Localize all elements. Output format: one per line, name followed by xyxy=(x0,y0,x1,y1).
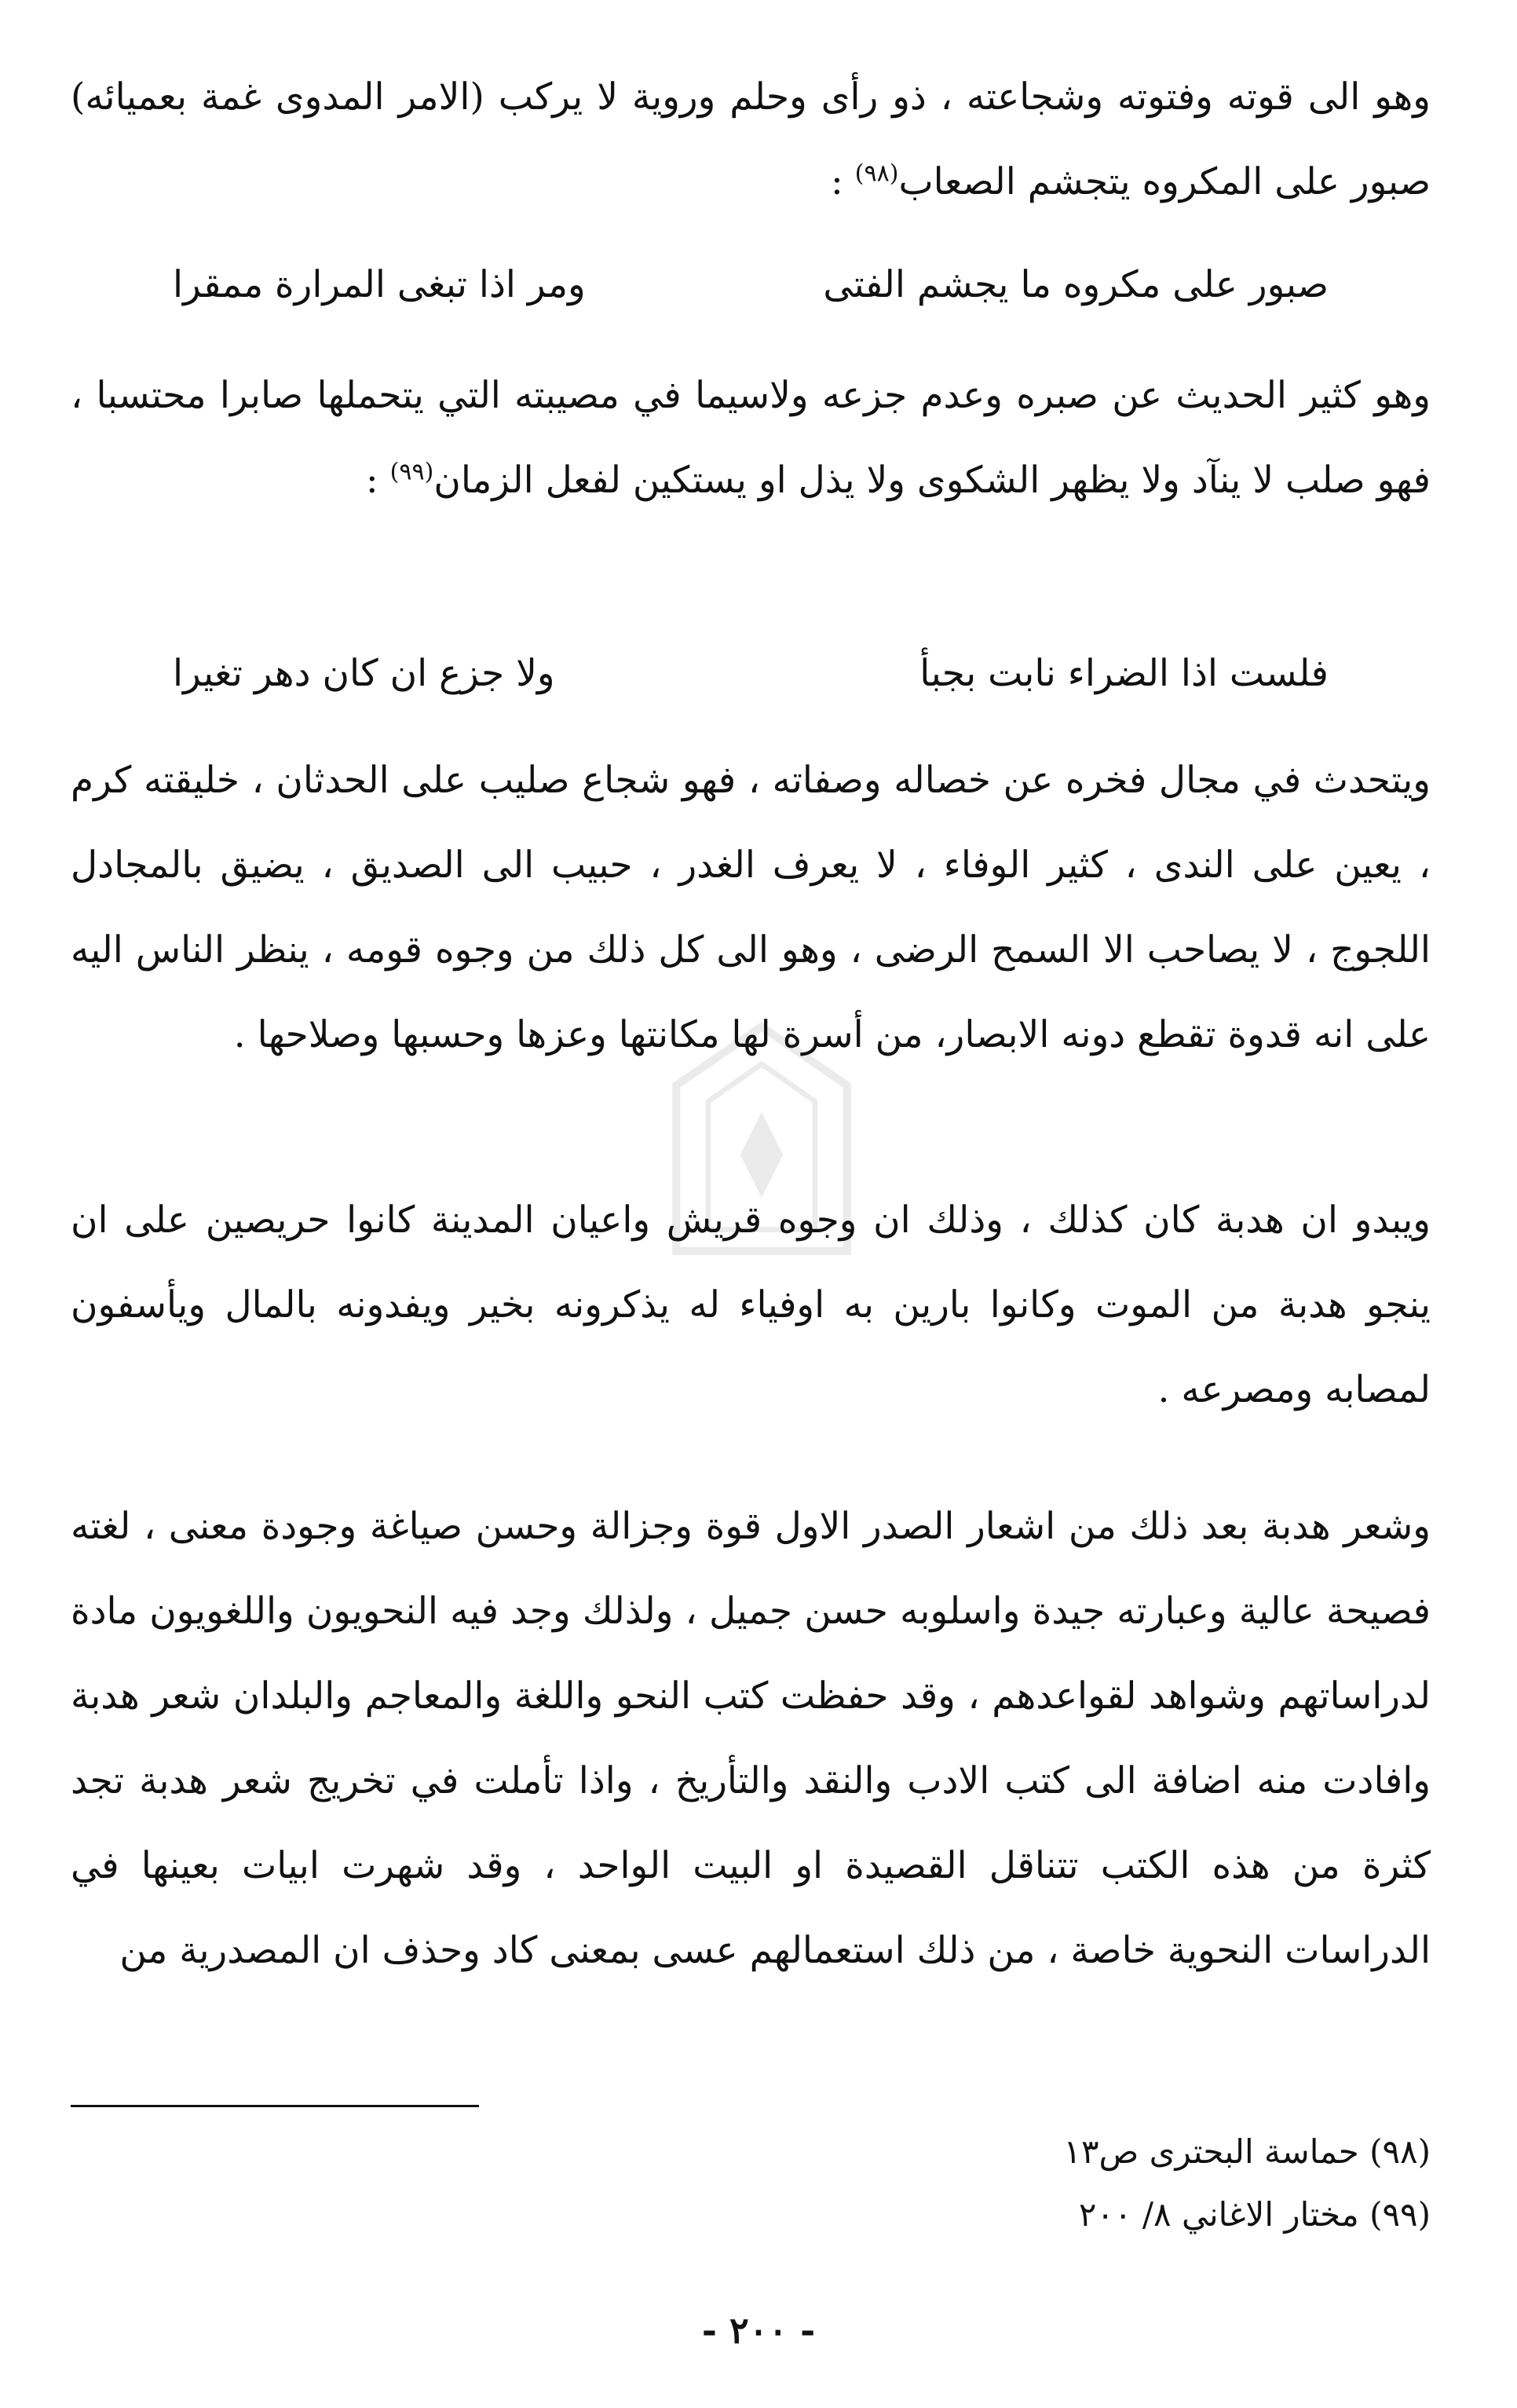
paragraph-1 xyxy=(71,55,1431,225)
page-number: - ٢٠٠ - xyxy=(701,2309,816,2351)
footnote-99: (٩٩) مختار الاغاني ٨/ ٢٠٠ xyxy=(1078,2195,1431,2234)
paragraph-5: وشعر هدبة بعد ذلك من اشعار الصدر الاول قوة وجزالة وحسن صياغة وجودة معنى ، لغته فصيحة عالية وعبارته جيدة واسلوبه حسن جميل ، ولذلك وجد فيه النحويون واللغويون مادة لدراساتهم وشواهد لقواعدهم ، وقد حفظت كتب النحو واللغة والمعاجم والبلدان شعر هدبة وافادت منه اضافة الى كتب الادب والنقد والتأريخ ، واذا تأملت في تخريج شعر هدبة تجد كثرة من هذه الكتب تتناقل القصيدة او البيت الواحد ، وقد شهرت ابيات بعينها في الدراسات النحوية خاصة ، من ذلك استعمالهم عسى بمعنى كاد وحذف ان المصدرية من xyxy=(71,1505,1431,1972)
verse-1 xyxy=(173,263,1329,306)
verse-1-second-hemistich: ومر اذا تبغى المرارة ممقرا xyxy=(173,263,586,306)
paragraph-3: ويتحدث في مجال فخره عن خصاله وصفاته ، فهو شجاع صليب على الحدثان ، خليقته كرم ، يعين على الندى ، كثير الوفاء ، لا يعرف الغدر ، حبيب الى الصديق ، يضيق بالمجادل اللجوج ، لا يصاحب الا السمح الرضى ، وهو الى كل ذلك من وجوه قومه ، ينظر الناس اليه على انه قدوة تقطع دونه الابصار، من أسرة لها مكانتها وعزها وحسبها وصلاحها . xyxy=(71,759,1431,1056)
footnote-divider xyxy=(71,2105,479,2107)
footnote-ref-99: (٩٩) xyxy=(389,458,434,486)
verse-2 xyxy=(173,652,1329,695)
paragraph-2-tail: : xyxy=(365,459,390,502)
verse-2-first-hemistich: فلست اذا الضراء نابت بجبأ xyxy=(919,652,1329,695)
paragraph-1-tail: : xyxy=(830,160,855,203)
verse-2-second-hemistich: ولا جزع ان كان دهر تغيرا xyxy=(173,652,555,695)
footnotes xyxy=(707,2121,1431,2246)
footnote-ref-98: (٩٨) xyxy=(854,159,899,188)
footnote-98: (٩٨) حماسة البحترى ص١٣ xyxy=(1063,2132,1431,2171)
paragraph-1-text: وهو الى قوته وفتوته وشجاعته ، ذو رأى وحلم وروية لا يركب (الامر المدوى غمة بعميائه) صبور على المكروه يتجشم الصعاب xyxy=(71,75,1431,203)
paragraph-4: ويبدو ان هدبة كان كذلك ، وذلك ان وجوه قريش واعيان المدينة كانوا حريصين على ان ينجو هدبة من الموت وكانوا بارين به اوفياء له يذكرونه بخير ويفدونه بالمال ويأسفون لمصابه ومصرعه . xyxy=(71,1199,1431,1411)
paragraph-2 xyxy=(71,353,1431,523)
verse-1-first-hemistich: صبور على مكروه ما يجشم الفتى xyxy=(823,263,1329,306)
paragraph-2-text: وهو كثير الحديث عن صبره وعدم جزعه ولاسيما في مصيبته التي يتحملها صابرا محتسبا ، فهو صلب لا ينآد ولا يظهر الشكوى ولا يذل او يستكين لفعل الزمان xyxy=(71,374,1431,502)
